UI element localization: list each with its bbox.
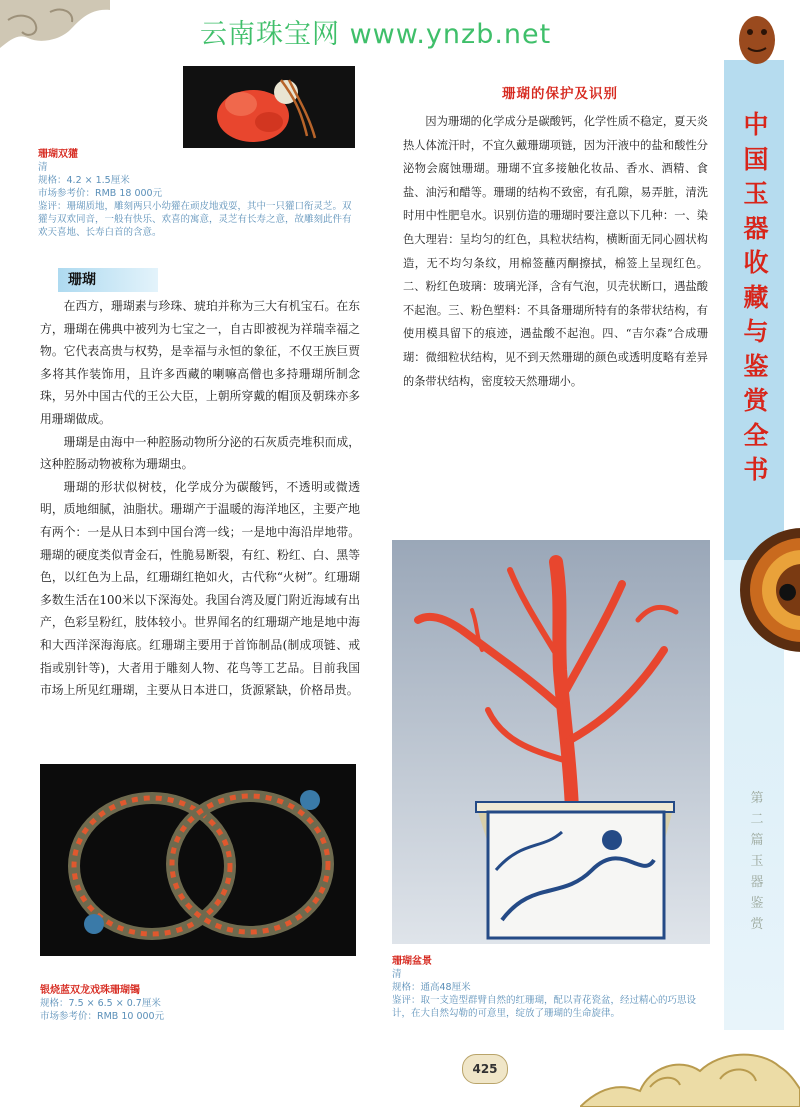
paragraph: 珊瑚的形状似树枝，化学成分为碳酸钙，不透明或微透明，质地细腻，油脂状。珊瑚产于温暖的海洋地区，主要产地有两个：一是从日本到中国台湾一线；一是地中海沿岸地带。珊瑚的硬度类似青金石，性脆易断裂，有红、粉红、白、黑等色，以红色为上品，红珊瑚红艳如火，古代称“火树”。红珊瑚多数生活在100米以下深海处。我国台湾及厦门附近海域有出产，色彩呈粉红，肢体较小。世界闻名的红珊瑚产地是地中海和大西洋深海海底。红珊瑚主要用于首饰制品(制成项链、戒指或别针等)，大者用于雕刻人物、花鸟等工艺品。目前我国市场上所见红珊瑚，主要从日本进口，货源紧缺，价格昂贵。 xyxy=(40,479,360,698)
caption-bonsai xyxy=(392,955,712,1020)
caption-coral-badgers xyxy=(38,148,358,239)
section-title: 珊瑚的保护及识别 xyxy=(502,86,618,102)
page-number: 425 xyxy=(462,1054,508,1084)
caption-dynasty: 清 xyxy=(392,969,402,980)
caption-title: 银烧蓝双龙戏珠珊瑚镯 xyxy=(40,985,140,996)
paragraph: 因为珊瑚的化学成分是碳酸钙，化学性质不稳定，夏天炎热人体流汗时，不宜久戴珊瑚项链，因为汗液中的盐和酸性分泌物会腐蚀珊瑚。珊瑚不宜多接触化妆品、香水、酒精、食盐、油污和醋等。珊瑚的结构不致密，有孔隙，易弄脏，清洗时用中性肥皂水。识别仿造的珊瑚时要注意以下几种：一、染色大理岩：呈均匀的红色，具粒状结构，横断面无同心圆状构造，无不均匀条纹，用棉签蘸丙酮擦拭，棉签上呈现红色。二、粉红色玻璃：玻璃光泽，含有气泡，贝壳状断口，遇盐酸不起泡。三、粉色塑料：不具备珊瑚所特有的条带状结构，有使用模具留下的痕迹，遇盐酸不起泡。四、“吉尔森”合成珊瑚：微细粒状结构，见不到天然珊瑚的颜色或透明度略有差异的条带状结构，密度较天然珊瑚小。 xyxy=(403,115,708,388)
cloud-ornament-icon xyxy=(0,0,110,70)
caption-price: 市场参考价：RMB 18 000元 xyxy=(38,188,163,199)
caption-note: 鉴评：珊瑚质地，雕刻两只小幼獾在顽皮地戏耍，其中一只獾口衔灵芝。双獾与双欢同音，一般有快乐、欢喜的寓意，灵芝有长寿之意，故雕刻此件有欢天喜地、长寿白首的含意。 xyxy=(38,201,352,238)
svg-text:●: ● xyxy=(778,579,798,604)
left-body-text xyxy=(40,295,360,702)
book-title: 中国玉器收藏与鉴赏全书 xyxy=(743,110,769,484)
paragraph: 在西方，珊瑚素与珍珠、琥珀并称为三大有机宝石。在东方，珊瑚在佛典中被列为七宝之一，自古即被视为祥瑞幸福之物。它代表高贵与权势，是幸福与永恒的象征，不仅王族巨贾多将其作装饰用，且许多西藏的喇嘛高僧也多持珊瑚所制念珠，另外中国古代的王公大臣，上朝所穿戴的帽顶及朝珠亦多用珊瑚做成。 xyxy=(40,299,360,426)
caption-bracelets xyxy=(40,984,360,1023)
part-label: 第二篇 玉器鉴赏 xyxy=(750,791,764,932)
caption-dynasty: 清 xyxy=(38,162,48,173)
cloud-ornament-icon xyxy=(580,1027,800,1107)
coral-bonsai-photo xyxy=(392,540,710,944)
section-heading: 珊瑚 xyxy=(58,268,158,292)
caption-title: 珊瑚双獾 xyxy=(38,149,78,160)
caption-title: 珊瑚盆景 xyxy=(392,956,432,967)
right-body-text xyxy=(403,110,708,393)
jade-figure-icon xyxy=(734,10,780,68)
paragraph: 珊瑚是由海中一种腔肠动物所分泌的石灰质壳堆积而成，这种腔肠动物被称为珊瑚虫。 xyxy=(40,434,360,472)
coral-bracelets-photo xyxy=(40,764,356,956)
caption-price: 市场参考价：RMB 10 000元 xyxy=(40,1011,165,1022)
medallion-icon xyxy=(732,520,800,660)
caption-size: 规格：通高48厘米 xyxy=(392,982,471,993)
coral-badgers-photo xyxy=(183,66,355,148)
caption-note: 鉴评：取一支造型群臂自然的红珊瑚，配以青花瓷盆，经过精心的巧思设计，在大自然勾勒的可意里，绽放了珊瑚的生命旋律。 xyxy=(392,995,697,1019)
caption-size: 规格：4.2 × 1.5厘米 xyxy=(38,175,130,186)
caption-size: 规格：7.5 × 6.5 × 0.7厘米 xyxy=(40,998,161,1009)
watermark-text: 云南珠宝网 www.ynzb.net xyxy=(200,19,552,50)
